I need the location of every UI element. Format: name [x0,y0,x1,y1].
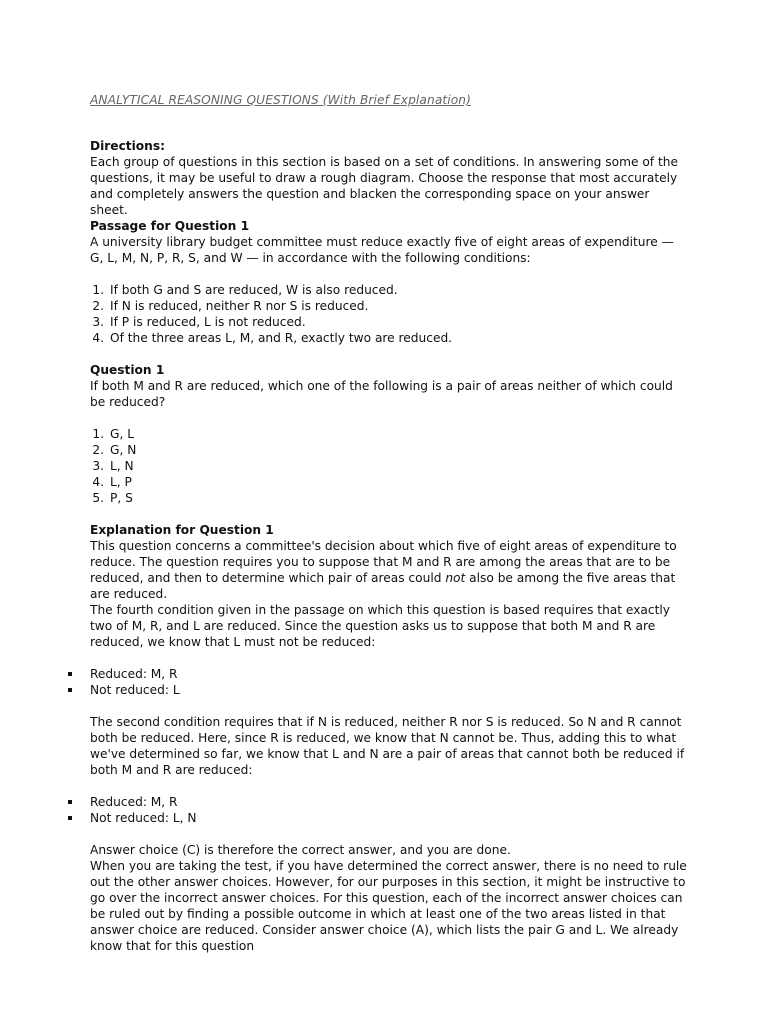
choice-number: 5. [92,491,104,505]
answer-choice [90,490,690,506]
choice-number: 1. [92,427,104,441]
condition-number: 3. [92,315,104,329]
explanation-paragraph-5: When you are taking the test, if you have determined the correct answer, there is no need to rule out the other answer choices. However, for our purposes in this section, it might be instructive to go over the incorrect answer choices. For this question, each of the incorrect answer choices can be ruled out by finding a possible outcome in which at least one of the two areas listed in that answer choice are reduced. Consider answer choice (A), which lists the pair G and L. We already know that for this question [90,859,687,953]
condition-number: 1. [92,283,104,297]
explanation-text-part: also be among the five areas that are reduced. [90,571,676,601]
question-heading: Question 1 [90,363,165,377]
bullet-list-2 [90,794,690,826]
condition-item [90,282,690,298]
emphasis-text: not [445,571,466,585]
explanation-paragraph-1 [90,538,690,602]
explanation-paragraph-4: Answer choice (C) is therefore the correct answer, and you are done. [90,843,511,857]
bullet-item [90,810,690,826]
choice-number: 4. [92,475,104,489]
bullet-item [90,666,690,682]
square-bullet-icon [68,816,72,820]
bullet-item [90,794,690,810]
choice-number: 3. [92,459,104,473]
condition-number: 4. [92,331,104,345]
question-text: If both M and R are reduced, which one of the following is a pair of areas neither of which could be reduced? [90,379,673,409]
condition-text: If N is reduced, neither R nor S is reduced. [110,299,369,313]
choice-text: G, N [110,443,137,457]
conditions-list [90,282,690,346]
bullet-text: Not reduced: L, N [90,811,197,825]
square-bullet-icon [68,672,72,676]
bullet-text: Reduced: M, R [90,667,178,681]
condition-text: If both G and S are reduced, W is also reduced. [110,283,398,297]
explanation-heading: Explanation for Question 1 [90,523,274,537]
bullet-list-1 [90,666,690,698]
condition-item [90,298,690,314]
condition-text: Of the three areas L, M, and R, exactly two are reduced. [110,331,453,345]
directions-text: Each group of questions in this section is based on a set of conditions. In answering some of the questions, it may be useful to draw a rough diagram. Choose the response that most accurately and completely answers the question and blacken the corresponding space on your answer sheet. [90,155,678,217]
answer-choices-list [90,426,690,506]
passage-text: A university library budget committee must reduce exactly five of eight areas of expenditure — G, L, M, N, P, R, S, and W — in accordance with the following conditions: [90,235,674,265]
answer-choice [90,442,690,458]
answer-choice [90,426,690,442]
condition-text: If P is reduced, L is not reduced. [110,315,306,329]
condition-item [90,314,690,330]
explanation-text-part: This question concerns a committee's decision about which five of eight areas of expenditure to reduce. The question requires you to suppose that M and R are among the areas that are to be reduced, and then to determine which pair of areas could [90,539,677,585]
choice-text: P, S [110,491,133,505]
square-bullet-icon [68,800,72,804]
answer-choice [90,474,690,490]
condition-item [90,330,690,346]
bullet-item [90,682,690,698]
choice-text: G, L [110,427,134,441]
choice-text: L, N [110,459,134,473]
directions-heading: Directions: [90,139,165,153]
document-title: ANALYTICAL REASONING QUESTIONS (With Brief Explanation) [90,93,471,107]
answer-choice [90,458,690,474]
choice-text: L, P [110,475,132,489]
condition-number: 2. [92,299,104,313]
passage-heading: Passage for Question 1 [90,219,250,233]
bullet-text: Not reduced: L [90,683,180,697]
choice-number: 2. [92,443,104,457]
square-bullet-icon [68,688,72,692]
bullet-text: Reduced: M, R [90,795,178,809]
explanation-paragraph-3: The second condition requires that if N is reduced, neither R nor S is reduced. So N and R cannot both be reduced. Here, since R is reduced, we know that N cannot be. Thus, adding this to what we've determined so far, we know that L and N are a pair of areas that cannot both be reduced if both M and R are reduced: [90,715,685,777]
explanation-paragraph-2: The fourth condition given in the passage on which this question is based requires that exactly two of M, R, and L are reduced. Since the question asks us to suppose that both M and R are reduced, we know that L must not be reduced: [90,603,670,649]
document-page [90,92,690,954]
